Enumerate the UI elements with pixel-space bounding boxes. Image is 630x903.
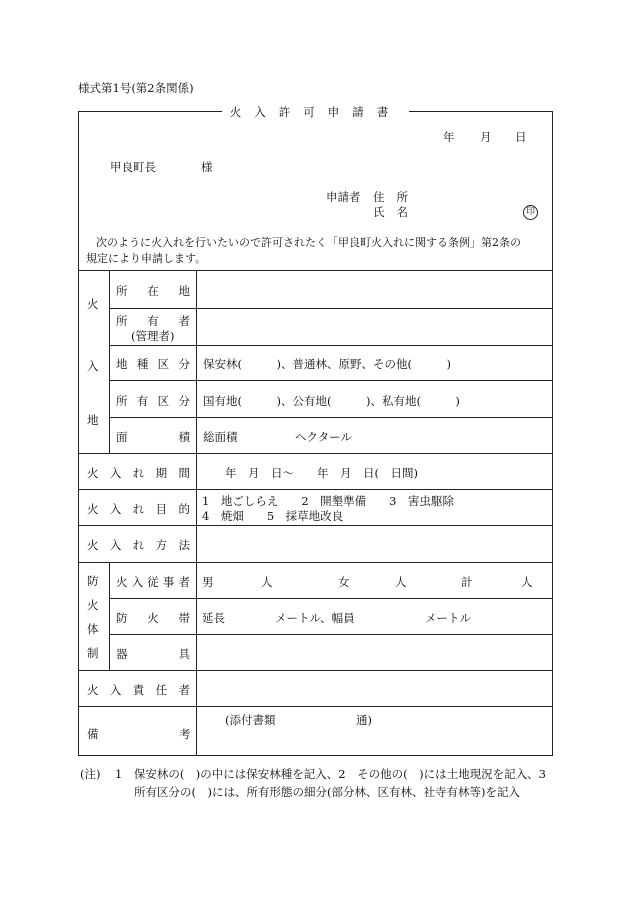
label-method: 火入れ方法 (87, 538, 190, 552)
workers-total-unit: 人 (521, 575, 533, 589)
row-line (109, 417, 552, 418)
area-unit: ヘクタール (295, 430, 353, 444)
label-col-line (196, 270, 197, 755)
label-workers: 火入従事者 (116, 575, 190, 589)
group-land-1: 火 (87, 297, 99, 311)
seal-mark (523, 203, 538, 220)
area-prefix: 総面積 (203, 430, 238, 444)
intro-line-1: 次のように火入れを行いたいので許可されたく「甲良町火入れに関する条例」第2条の (96, 236, 521, 249)
group-land-3: 地 (87, 413, 99, 427)
addressee-honorific: 様 (201, 160, 213, 174)
workers-total: 計 (461, 575, 473, 589)
label-firebreak: 防火帯 (116, 611, 190, 625)
applicant-prefix: 申請者 (326, 190, 361, 204)
row-line (79, 670, 552, 671)
form-number: 様式第1号(第2条関係) (78, 81, 194, 95)
note-line-1: 1 保安林の( )の中には保安林種を記入、2 その他の( )には土地現況を記入、3 (115, 767, 546, 781)
applicant-address-text: 住所 (373, 190, 420, 204)
purpose-line-1: 1 地ごしらえ 2 開墾準備 3 害虫駆除 (202, 494, 454, 508)
firebreak-meter-width: メートル、幅員 (275, 611, 355, 625)
group-col-line (109, 270, 110, 453)
workers-female: 女 (338, 575, 350, 589)
label-area: 面積 (116, 430, 190, 444)
date-year-label: 年 (443, 130, 455, 144)
label-responsible: 火入責任者 (87, 683, 190, 697)
row-line (109, 380, 552, 381)
intro-line-2: 規定により申請します。 (86, 252, 207, 265)
firebreak-length: 延長 (202, 611, 225, 625)
row-line (79, 525, 552, 526)
period-value[interactable]: 年 月 日〜 年 月 日( 日間) (225, 466, 418, 480)
remarks-attachments[interactable]: (添付書類 通) (225, 713, 372, 727)
label-remarks-a: 備 (87, 727, 99, 741)
group-col-line (109, 562, 110, 670)
ownership-value[interactable]: 国有地( )、公有地( )、私有地( ) (203, 394, 460, 408)
group-defense-2: 火 (87, 598, 99, 612)
label-land-type: 地種区分 (116, 357, 190, 371)
addressee-name: 甲良町長 (110, 160, 156, 174)
row-line (109, 345, 552, 346)
row-line (109, 634, 552, 635)
workers-male-unit: 人 (261, 575, 273, 589)
label-ownership: 所有区分 (116, 394, 190, 408)
label-remarks-b: 考 (179, 727, 191, 741)
label-owner: 所有者 (116, 314, 190, 328)
label-purpose: 火入れ目的 (87, 502, 190, 516)
row-line (109, 308, 552, 309)
note-line-2: 所有区分の( )には、所有形態の細分(部分林、区有林、社寺有林等)を記入 (134, 785, 520, 799)
date-day-label: 日 (515, 130, 527, 144)
group-land-2: 入 (87, 359, 99, 373)
form-title: 火入許可申請書 (222, 105, 410, 119)
label-owner-sub: (管理者) (131, 329, 175, 343)
workers-female-unit: 人 (395, 575, 407, 589)
group-defense-3: 体 (87, 622, 99, 636)
date-month-label: 月 (480, 130, 492, 144)
label-equipment: 器具 (116, 647, 190, 661)
note-marker: (注) (80, 767, 101, 781)
applicant-name-label: 氏名 (373, 205, 420, 219)
row-line (79, 562, 552, 563)
applicant-address-label (373, 189, 420, 205)
application-form (78, 105, 553, 756)
group-defense-1: 防 (87, 574, 99, 588)
label-location: 所在地 (116, 284, 190, 298)
firebreak-meter: メートル (425, 611, 471, 625)
land-type-value[interactable]: 保安林( )、普通林、原野、その他( ) (203, 357, 451, 371)
row-line (79, 489, 552, 490)
row-line (109, 598, 552, 599)
seal-icon: 印 (523, 205, 538, 220)
purpose-line-2: 4 焼畑 5 採草地改良 (202, 509, 344, 523)
group-defense-4: 制 (87, 646, 99, 660)
row-line (79, 453, 552, 454)
label-period: 火入れ期間 (87, 466, 190, 480)
table-top-line (79, 270, 552, 271)
workers-male: 男 (202, 575, 214, 589)
row-line (79, 706, 552, 707)
